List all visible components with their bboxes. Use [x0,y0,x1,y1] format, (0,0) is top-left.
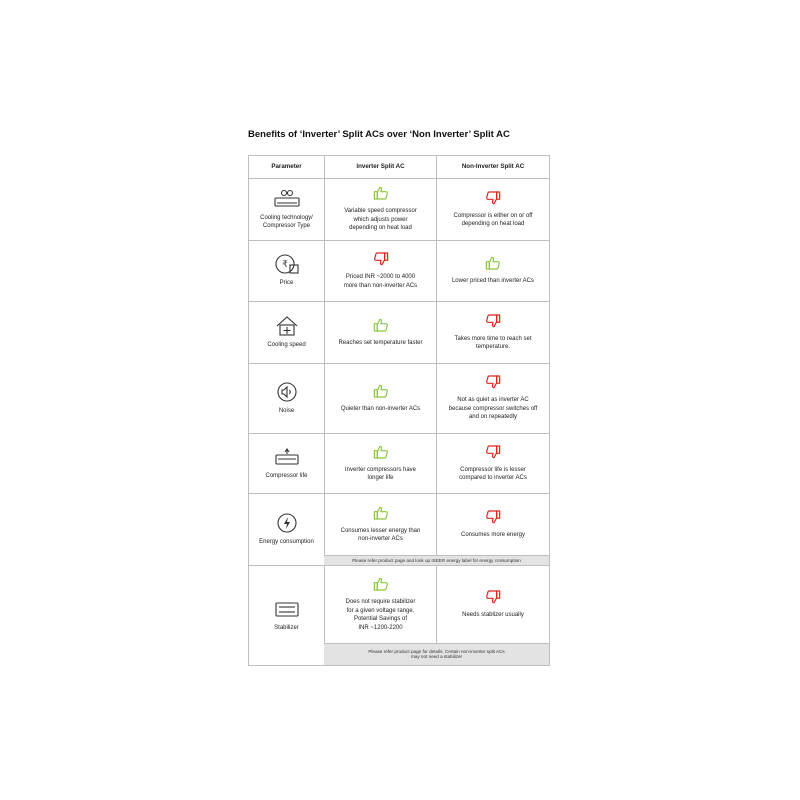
note-line: Please refer product page for details. Certain non-inverter split ACs [368,649,505,654]
text-line: Price [279,280,294,287]
text-line: more than non-inverter ACs [343,282,418,289]
cell-desc-text [344,207,417,233]
text-line: depending on heat load [461,221,525,227]
ac-unit-sun-icon [273,188,301,210]
thumbs-up-icon [373,444,389,460]
text-line: Compressor life [265,472,308,479]
text-line: INR ~1200-2200 [358,624,403,631]
thumbs-up-icon [373,576,389,592]
cell-desc-text [345,466,416,483]
thumbs-down-icon [485,190,501,206]
text-line: Priced INR ~2000 to 4000 [345,274,416,280]
text-line: Compressor Type [262,223,311,229]
cell-desc-text [341,405,420,414]
inverter-cell [325,493,436,555]
stabilizer-icon [273,598,301,620]
text-line: Consumes lesser energy than [340,527,421,534]
inverter-cell [325,301,436,363]
param-label-text [274,624,299,633]
rupee-price-tag-icon [273,253,301,275]
text-line: Potential Savings of [353,616,408,622]
text-line: Needs stablizer usually [462,611,524,618]
text-line: Stabilizer [274,624,299,631]
text-line: Reaches set temperature faster [338,339,423,346]
inverter-cell [325,433,436,493]
thumbs-up-icon [485,255,501,271]
text-line: Noise [278,407,295,414]
text-line: Takes more time to reach set [454,335,532,342]
text-line: which adjusts power [353,216,408,223]
text-line: Compressor life is lesser [460,466,526,473]
text-line: Consumes more energy [460,531,526,538]
svg-text:₹: ₹ [281,260,288,271]
thumbs-up-icon [373,185,389,201]
inverter-cell [325,565,436,643]
cell-desc-text [452,277,534,286]
text-line: Compressor is either on or off [453,212,533,219]
house-snowflake-icon [273,315,301,337]
parameter-cell [249,363,324,433]
inverter-cell [325,178,436,240]
note-line: Please refer product page and look up ISEER energy label for energy consumption [352,557,521,563]
non-inverter-cell [437,240,549,301]
text-line: Does not require stabilizer [345,599,416,605]
cell-desc-text [338,339,422,348]
cell-desc-text [449,396,538,422]
text-line: compared to inverter ACs [459,475,527,481]
text-line: longer life [367,475,394,481]
parameter-cell [249,433,324,493]
param-label-text [260,214,313,231]
param-label-text [280,279,294,288]
text-line: depending on heat load [349,225,412,232]
note-bar [324,555,549,565]
inverter-cell [325,240,436,301]
param-label-text [279,407,294,416]
text-line: temperature. [475,344,511,350]
parameter-cell [249,301,324,363]
non-inverter-cell [437,178,549,240]
cell-desc-text [459,466,527,483]
header-non-inverter: Non-Inverter Split AC [461,163,525,170]
cell-desc-text [461,531,525,540]
note-bar [324,643,549,665]
header-inverter: Inverter Split AC [356,163,405,170]
thumbs-down-icon [485,374,501,390]
parameter-cell [249,565,324,665]
cell-desc-text [454,335,531,352]
thumbs-down-icon [373,251,389,267]
thumbs-down-icon [485,313,501,329]
thumbs-up-icon [373,383,389,399]
non-inverter-cell [437,493,549,555]
non-inverter-cell [437,565,549,643]
inverter-cell [325,363,436,433]
text-line: Inverter compressors have [344,466,417,473]
note-line: may not need a stabilizer [410,654,463,659]
thumbs-up-icon [373,505,389,521]
text-line: because compressor switches off [448,405,538,412]
text-line: Variable speed compressor [344,208,417,215]
cell-desc-text [341,527,421,544]
cell-desc-text [344,273,417,290]
non-inverter-cell [437,301,549,363]
cell-desc-text [454,212,533,229]
text-line: Cooling speed [267,341,306,348]
parameter-cell [249,240,324,301]
header-parameter: Parameter [271,163,302,170]
thumbs-down-icon [485,509,501,525]
text-line: Cooling technology/ [260,214,313,221]
text-line: non-inverter ACs [358,536,403,542]
parameter-cell [249,493,324,565]
compressor-life-icon [273,446,301,468]
text-line: Not as quiet as inverter AC [457,397,529,404]
param-label-text [265,472,307,481]
cell-desc-text [346,598,416,632]
thumbs-down-icon [485,589,501,605]
page-title: Benefits of ‘Inverter’ Split ACs over ‘Non Inverter’ Split AC [248,129,510,140]
thumbs-up-icon [373,317,389,333]
row-divider [324,555,549,556]
text-line: and on repeatedly [468,414,518,421]
text-line: for a given voltage range. [346,607,415,614]
noise-icon [273,381,301,403]
non-inverter-cell [437,433,549,493]
text-line: Lower priced than inverter ACs [451,278,535,285]
parameter-cell [249,178,324,240]
row-divider [324,643,549,644]
param-label-text [267,341,305,350]
comparison-table [248,155,550,666]
text-line: Energy consumption [259,538,314,545]
cell-desc-text [462,611,524,620]
text-line: Quieter than non-inverter ACs [340,405,421,412]
non-inverter-cell [437,363,549,433]
energy-meter-icon [273,512,301,534]
thumbs-down-icon [485,444,501,460]
param-label-text [259,538,314,547]
